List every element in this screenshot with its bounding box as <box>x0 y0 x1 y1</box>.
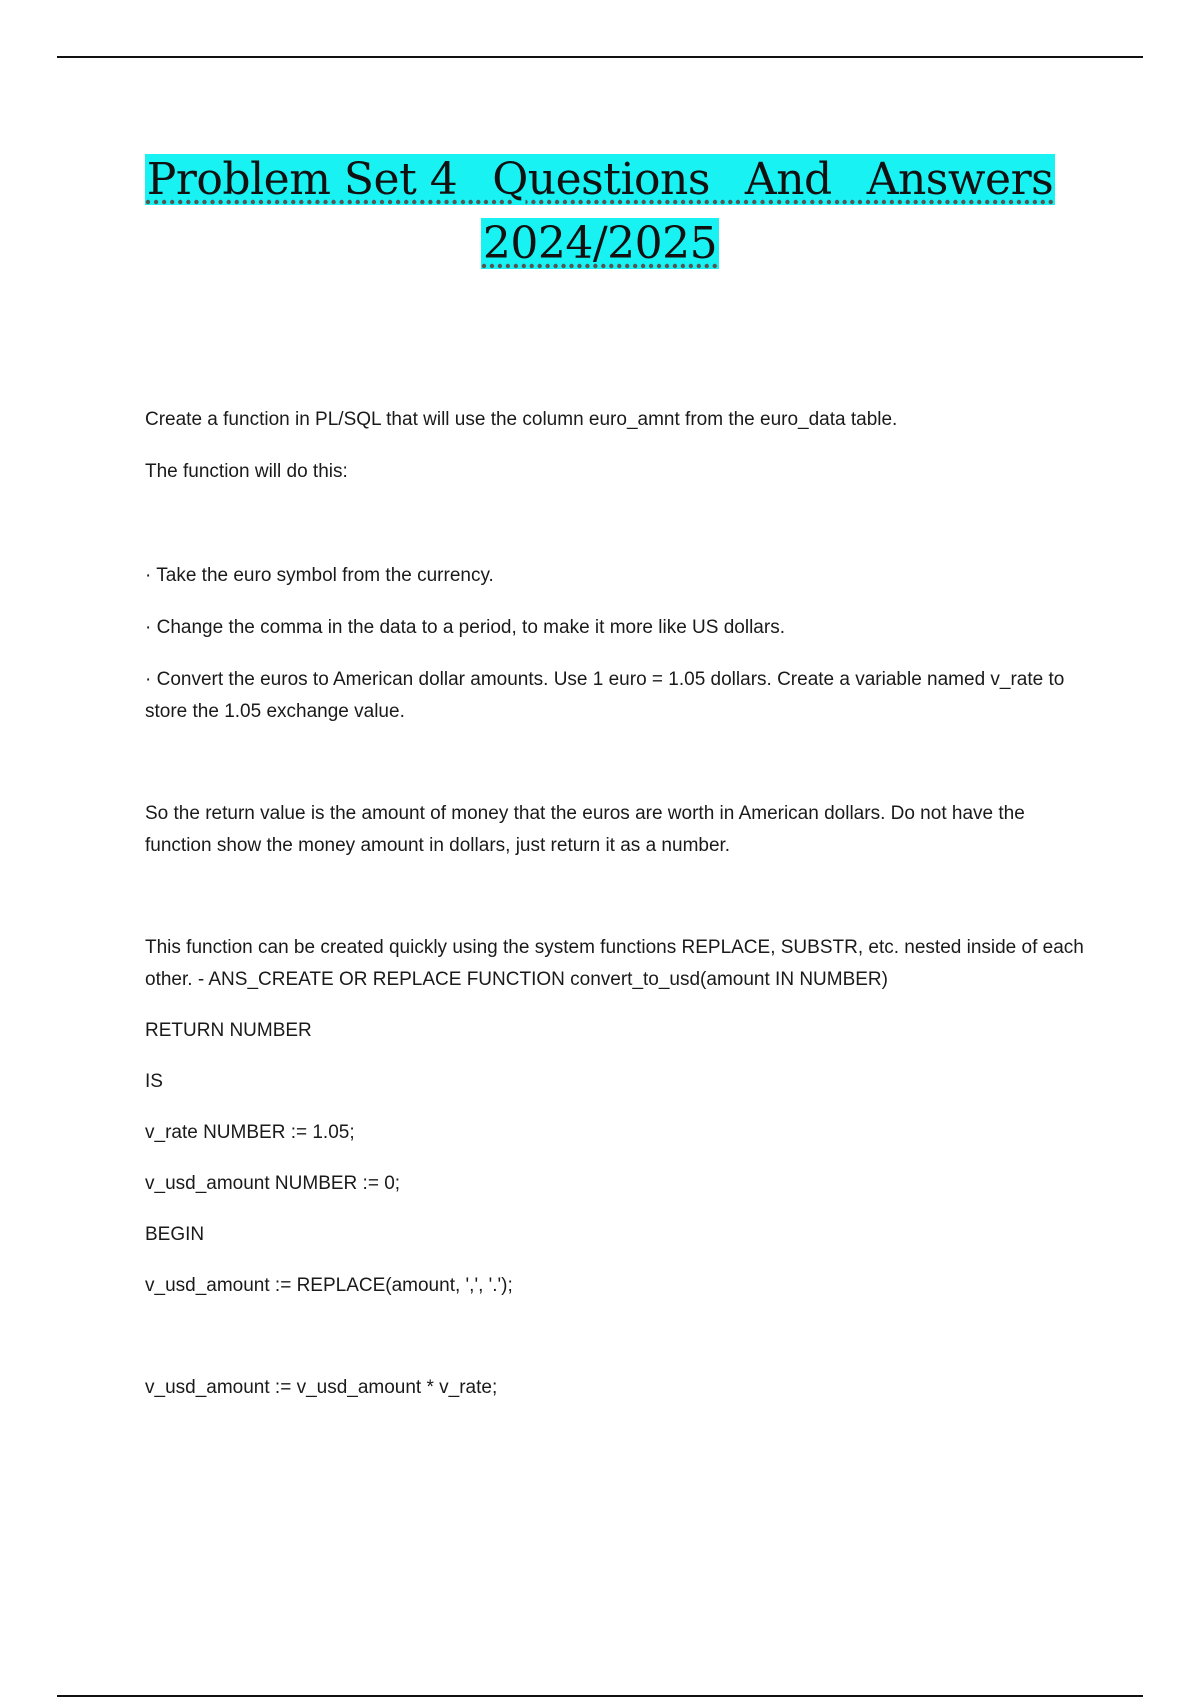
code-line: BEGIN <box>145 1224 205 1245</box>
title-year: 2024/2025 <box>482 218 718 269</box>
document-title <box>0 148 1200 276</box>
code-line: v_usd_amount := REPLACE(amount, ',', '.'); <box>145 1275 513 1296</box>
return-note-paragraph: So the return value is the amount of money that the euros are worth in American dollars. Do not have the function show the money amount in dollars, just return it as a number. <box>145 803 1025 856</box>
bullet-item: · Take the euro symbol from the currency. <box>145 565 494 586</box>
code-line: v_usd_amount NUMBER := 0; <box>145 1173 401 1194</box>
hint-answer-paragraph: This function can be created quickly using the system functions REPLACE, SUBSTR, etc. nested inside of each other. - ANS_CREATE OR REPLACE FUNCTION convert_to_usd(amount IN NUMBER) <box>145 937 1084 990</box>
lead-paragraph: The function will do this: <box>145 461 348 482</box>
intro-paragraph: Create a function in PL/SQL that will use the column euro_amnt from the euro_data table. <box>145 409 898 430</box>
top-rule <box>57 56 1143 58</box>
title-part-answers: Answers <box>866 154 1054 205</box>
bullet-item: · Convert the euros to American dollar amounts. Use 1 euro = 1.05 dollars. Create a variable named v_rate to store the 1.05 exchange value. <box>145 669 1065 722</box>
title-spacer-2 <box>712 154 743 205</box>
code-line: v_rate NUMBER := 1.05; <box>145 1122 355 1143</box>
title-spacer-3 <box>834 154 865 205</box>
document-body <box>145 404 1085 1404</box>
code-line: RETURN NUMBER <box>145 1020 312 1041</box>
title-part-questions: Questions <box>492 154 710 205</box>
bottom-rule <box>57 1695 1143 1697</box>
title-part-and: And <box>744 154 832 205</box>
code-line: IS <box>145 1071 163 1092</box>
title-line-2 <box>0 212 1200 276</box>
title-part-problem-set: Problem Set 4 <box>146 154 458 205</box>
title-spacer-1 <box>459 154 490 205</box>
title-line-1 <box>0 148 1200 212</box>
code-line: v_usd_amount := v_usd_amount * v_rate; <box>145 1377 498 1398</box>
bullet-item: · Change the comma in the data to a period, to make it more like US dollars. <box>145 617 785 638</box>
